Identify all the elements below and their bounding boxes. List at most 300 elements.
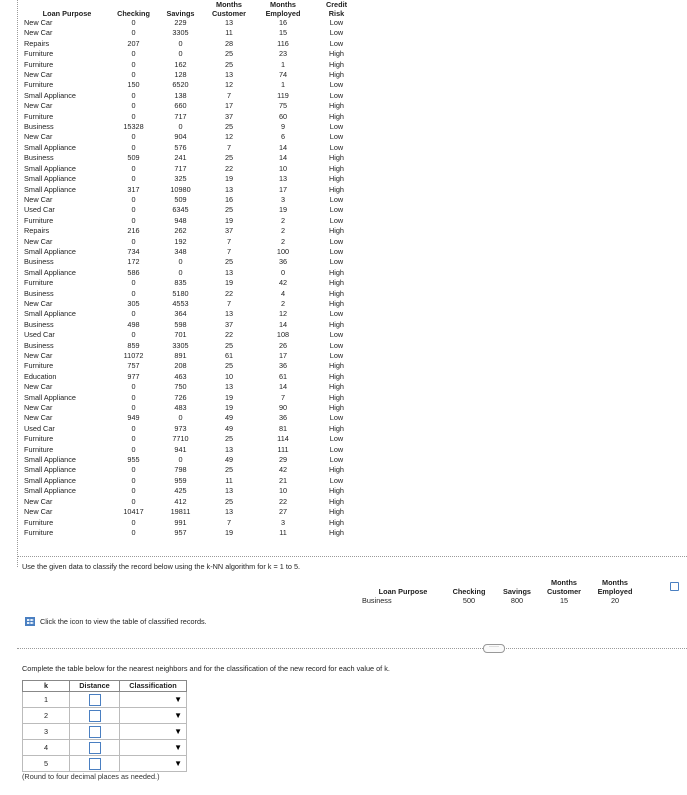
cell-months-employed: 116	[277, 38, 289, 48]
answer-row	[23, 724, 187, 740]
cell-months-customer: 13	[224, 444, 234, 454]
cell-credit-risk: High	[328, 486, 344, 496]
table-row	[24, 195, 361, 205]
table-row	[24, 164, 361, 174]
answer-header-k: k	[23, 681, 70, 692]
table-row	[24, 299, 361, 309]
table-row	[24, 226, 361, 236]
cell-loan-purpose: Furniture	[24, 215, 54, 225]
cell-credit-risk: High	[328, 423, 344, 433]
cell-months-customer: 7	[226, 517, 232, 527]
cell-credit-risk: High	[328, 382, 344, 392]
cell-loan-purpose: Furniture	[24, 434, 54, 444]
cell-months-customer: 22	[224, 330, 234, 340]
cell-savings: 6345	[172, 205, 189, 215]
cell-checking: 0	[131, 101, 136, 111]
cell-months-employed: 42	[278, 278, 288, 288]
dropdown-arrow-icon: ▼	[174, 695, 182, 704]
cell-months-employed: 10	[278, 163, 288, 173]
cell-loan-purpose: New Car	[24, 351, 53, 360]
cell-loan-purpose: New Car	[24, 132, 53, 142]
cell-loan-purpose: New Car	[24, 382, 53, 392]
dropdown-arrow-icon: ▼	[174, 759, 182, 768]
cell-months-customer: 7	[226, 236, 232, 246]
instruction-text: Use the given data to classify the record below using the k-NN algorithm for k = 1 to 5.	[22, 562, 301, 571]
header-months-employed: Months Employed	[265, 0, 301, 18]
cell-checking: 977	[127, 371, 140, 381]
cell-loan-purpose: Used Car	[24, 423, 55, 433]
cell-checking: 0	[131, 309, 136, 319]
cell-checking: 0	[131, 392, 136, 402]
cell-months-employed: 0	[280, 267, 286, 277]
cell-checking: 0	[131, 403, 136, 413]
table-row	[24, 80, 361, 90]
cell-months-employed: 36	[278, 257, 288, 267]
distance-input[interactable]	[89, 726, 101, 738]
cell-months-customer: 13	[224, 70, 234, 80]
cell-credit-risk: Low	[329, 257, 344, 267]
cell-loan-purpose: New Car	[24, 28, 53, 38]
cell-savings: 0	[178, 38, 183, 48]
table-row	[24, 18, 361, 28]
cell-checking: 172	[127, 257, 140, 267]
cell-savings: 941	[174, 444, 187, 454]
table-row	[24, 341, 361, 351]
cell-months-employed: 2	[280, 215, 286, 225]
cell-months-employed: 114	[277, 434, 289, 444]
k-value: 1	[23, 692, 70, 708]
classification-cell	[120, 740, 187, 756]
k-value: 2	[23, 708, 70, 724]
cell-months-customer: 11	[225, 475, 233, 485]
table-row	[24, 49, 361, 59]
cell-months-customer: 19	[224, 215, 234, 225]
cell-months-employed: 14	[278, 153, 288, 163]
table-row	[24, 174, 361, 184]
cell-months-customer: 49	[224, 413, 234, 423]
cell-checking: 734	[127, 246, 140, 256]
cell-months-customer: 25	[224, 465, 234, 475]
cell-loan-purpose: New Car	[24, 194, 53, 204]
cell-checking: 0	[131, 59, 136, 69]
cell-months-customer: 19	[224, 278, 234, 288]
answer-row	[23, 756, 187, 772]
cell-credit-risk: Low	[329, 351, 344, 360]
cell-checking: 0	[131, 465, 136, 475]
table-row	[24, 143, 361, 153]
copy-icon[interactable]	[670, 582, 679, 591]
cell-loan-purpose: Furniture	[24, 517, 54, 527]
cell-savings: 241	[174, 153, 187, 163]
cell-credit-risk: Low	[329, 236, 344, 246]
cell-months-employed: 23	[278, 49, 288, 59]
dropdown-arrow-icon: ▼	[174, 711, 182, 720]
cell-savings: 162	[174, 59, 187, 69]
cell-savings: 0	[178, 122, 183, 132]
cell-checking: 207	[127, 38, 140, 48]
cell-months-employed: 6	[280, 132, 286, 142]
cell-checking: 0	[131, 215, 136, 225]
cell-credit-risk: Low	[329, 122, 344, 132]
table-row	[24, 434, 361, 444]
classification-dropdown[interactable]	[120, 740, 186, 755]
table-row	[24, 216, 361, 226]
table-row	[24, 112, 361, 122]
cell-credit-risk: Low	[329, 246, 344, 256]
cell-loan-purpose: Small Appliance	[24, 486, 76, 496]
cell-credit-risk: High	[328, 49, 344, 59]
cell-savings: 483	[174, 403, 187, 413]
cell-checking: 0	[131, 434, 136, 444]
table-row	[24, 465, 361, 475]
view-table-link[interactable]	[25, 617, 207, 626]
cell-savings: 229	[174, 18, 187, 27]
cell-months-employed: 17	[278, 351, 288, 360]
cell-savings: 0	[178, 413, 183, 423]
table-row	[24, 70, 361, 80]
table-row	[24, 361, 361, 371]
cell-months-customer: 61	[224, 351, 234, 360]
cell-loan-purpose: Furniture	[24, 111, 54, 121]
cell-credit-risk: Low	[329, 434, 344, 444]
cell-months-customer: 13	[224, 507, 234, 517]
cell-loan-purpose: Education	[24, 371, 57, 381]
cell-months-customer: 25	[224, 205, 234, 215]
table-header-row	[24, 0, 361, 18]
cell-months-customer: 7	[226, 90, 232, 100]
cell-checking: 0	[131, 517, 136, 527]
table-row	[24, 382, 361, 392]
cell-loan-purpose: Small Appliance	[24, 90, 76, 100]
table-row	[24, 351, 361, 361]
cell-months-customer: 49	[224, 423, 234, 433]
cell-savings: 364	[174, 309, 187, 319]
table-row	[24, 424, 361, 434]
distance-cell	[70, 692, 120, 708]
cell-checking: 0	[131, 163, 136, 173]
table-row	[24, 91, 361, 101]
cell-months-customer: 25	[224, 361, 234, 371]
cell-savings: 959	[174, 475, 187, 485]
answer-row	[23, 708, 187, 724]
table-row	[24, 39, 361, 49]
classification-dropdown[interactable]	[120, 724, 186, 739]
new-record-months-customer: 15	[559, 596, 569, 605]
cell-checking: 0	[131, 28, 136, 38]
cell-checking: 11072	[123, 351, 144, 360]
cell-loan-purpose: New Car	[24, 18, 53, 27]
dropdown-arrow-icon: ▼	[174, 727, 182, 736]
complete-instruction-text: Complete the table below for the nearest neighbors and for the classification of the new record for each value of k.	[22, 664, 390, 673]
table-row	[24, 153, 361, 163]
table-row	[24, 330, 361, 340]
cell-loan-purpose: Small Appliance	[24, 309, 76, 319]
cell-months-employed: 4	[280, 288, 286, 298]
cell-credit-risk: High	[328, 111, 344, 121]
table-row	[24, 403, 361, 413]
new-record-header-months-customer: Months Customer	[546, 578, 582, 596]
table-row	[24, 393, 361, 403]
cell-loan-purpose: Small Appliance	[24, 184, 76, 194]
cell-savings: 717	[174, 111, 187, 121]
cell-months-employed: 19	[278, 205, 288, 215]
cell-savings: 262	[174, 226, 187, 236]
dropdown-arrow-icon: ▼	[174, 743, 182, 752]
cell-months-employed: 36	[278, 413, 288, 423]
table-row	[24, 528, 361, 538]
distance-cell	[70, 708, 120, 724]
cell-loan-purpose: Business	[24, 257, 54, 267]
cell-loan-purpose: Furniture	[24, 527, 54, 537]
cell-months-employed: 10	[278, 486, 288, 496]
classification-dropdown[interactable]	[120, 708, 186, 723]
cell-months-customer: 7	[226, 246, 232, 256]
table-row	[24, 455, 361, 465]
cell-savings: 0	[178, 267, 183, 277]
cell-credit-risk: High	[328, 392, 344, 402]
cell-months-customer: 13	[224, 18, 234, 27]
distance-input[interactable]	[89, 710, 101, 722]
table-icon[interactable]	[25, 617, 35, 626]
cell-savings: 3305	[172, 340, 189, 350]
cell-savings: 19811	[170, 507, 191, 517]
cell-months-employed: 60	[278, 111, 288, 121]
cell-loan-purpose: Furniture	[24, 444, 54, 454]
cell-savings: 991	[174, 517, 187, 527]
table-row	[24, 476, 361, 486]
cell-months-customer: 25	[224, 59, 234, 69]
cell-months-customer: 37	[224, 319, 234, 329]
loan-data-table	[24, 0, 361, 538]
cell-months-employed: 21	[278, 475, 288, 485]
cell-savings: 717	[174, 163, 187, 173]
cell-checking: 0	[131, 278, 136, 288]
cell-credit-risk: Low	[329, 340, 344, 350]
distance-cell	[70, 756, 120, 772]
cell-months-customer: 13	[224, 382, 234, 392]
left-dotted-border	[17, 0, 18, 567]
cell-months-employed: 13	[278, 174, 288, 184]
cell-months-customer: 25	[224, 434, 234, 444]
cell-months-customer: 7	[226, 142, 232, 152]
cell-months-employed: 111	[277, 444, 289, 454]
cell-months-employed: 26	[278, 340, 288, 350]
cell-loan-purpose: Small Appliance	[24, 475, 76, 485]
cell-credit-risk: High	[328, 226, 344, 236]
cell-credit-risk: Low	[329, 330, 344, 340]
answer-header-distance: Distance	[70, 681, 120, 692]
cell-months-employed: 2	[280, 236, 286, 246]
table-row	[24, 278, 361, 288]
cell-loan-purpose: Used Car	[24, 205, 55, 215]
cell-checking: 955	[127, 455, 140, 465]
cell-savings: 598	[174, 319, 187, 329]
cell-loan-purpose: Small Appliance	[24, 142, 76, 152]
cell-credit-risk: High	[328, 298, 344, 308]
cell-months-employed: 11	[279, 527, 287, 537]
cell-months-employed: 2	[280, 226, 286, 236]
cell-credit-risk: High	[328, 278, 344, 288]
table-row	[24, 122, 361, 132]
cell-savings: 750	[174, 382, 187, 392]
cell-loan-purpose: Small Appliance	[24, 246, 76, 256]
cell-months-customer: 37	[224, 226, 234, 236]
cell-months-employed: 61	[278, 371, 288, 381]
cell-checking: 0	[131, 382, 136, 392]
cell-months-customer: 25	[224, 153, 234, 163]
cell-months-customer: 13	[224, 267, 234, 277]
cell-months-employed: 12	[278, 309, 288, 319]
cell-checking: 0	[131, 444, 136, 454]
cell-months-employed: 16	[278, 18, 288, 27]
cell-credit-risk: High	[328, 403, 344, 413]
cell-loan-purpose: New Car	[24, 507, 53, 517]
cell-credit-risk: Low	[329, 475, 344, 485]
cell-savings: 701	[174, 330, 187, 340]
cell-credit-risk: High	[328, 153, 344, 163]
cell-months-employed: 36	[278, 361, 288, 371]
cell-checking: 498	[127, 319, 140, 329]
cell-loan-purpose: Furniture	[24, 59, 54, 69]
cell-savings: 904	[174, 132, 187, 142]
new-record-header-loan-purpose: Loan Purpose	[378, 587, 428, 596]
cell-savings: 509	[174, 194, 187, 204]
cell-loan-purpose: Small Appliance	[24, 455, 76, 465]
classification-cell	[120, 724, 187, 740]
cell-checking: 0	[131, 194, 136, 204]
cell-credit-risk: Low	[329, 455, 344, 465]
cell-savings: 891	[174, 351, 187, 360]
expand-more-button[interactable]: ·····	[483, 644, 505, 653]
cell-savings: 7710	[172, 434, 189, 444]
cell-loan-purpose: Furniture	[24, 361, 54, 371]
cell-loan-purpose: New Car	[24, 413, 53, 423]
cell-loan-purpose: Business	[24, 319, 54, 329]
answer-row	[23, 692, 187, 708]
table-row	[24, 257, 361, 267]
cell-savings: 5180	[172, 288, 189, 298]
cell-checking: 0	[131, 236, 136, 246]
k-value: 3	[23, 724, 70, 740]
cell-checking: 0	[131, 70, 136, 80]
cell-months-employed: 22	[278, 496, 288, 506]
table-row	[24, 101, 361, 111]
cell-months-customer: 11	[225, 28, 233, 38]
cell-months-employed: 108	[276, 330, 290, 340]
table-row	[24, 268, 361, 278]
cell-months-customer: 19	[224, 174, 234, 184]
cell-credit-risk: Low	[329, 132, 344, 142]
cell-months-customer: 25	[224, 49, 234, 59]
classification-dropdown[interactable]	[120, 756, 186, 771]
cell-months-employed: 29	[278, 455, 288, 465]
cell-months-customer: 10	[224, 371, 234, 381]
cell-credit-risk: High	[328, 101, 344, 111]
cell-checking: 216	[127, 226, 140, 236]
cell-savings: 6520	[172, 80, 189, 90]
header-loan-purpose: Loan Purpose	[42, 9, 92, 18]
answer-header-classification: Classification	[120, 681, 187, 692]
cell-checking: 0	[131, 142, 136, 152]
cell-savings: 948	[174, 215, 187, 225]
cell-checking: 0	[131, 111, 136, 121]
cell-loan-purpose: New Car	[24, 70, 53, 80]
cell-months-customer: 25	[224, 122, 234, 132]
cell-loan-purpose: New Car	[24, 403, 53, 413]
table-row	[24, 413, 361, 423]
cell-credit-risk: High	[328, 465, 344, 475]
new-record-header-checking: Checking	[452, 587, 486, 596]
table-row	[24, 497, 361, 507]
distance-input[interactable]	[89, 694, 101, 706]
cell-months-employed: 1	[280, 80, 286, 90]
cell-credit-risk: Low	[329, 194, 344, 204]
cell-credit-risk: Low	[329, 309, 344, 319]
distance-input[interactable]	[89, 742, 101, 754]
cell-months-employed: 100	[276, 246, 290, 256]
cell-checking: 0	[131, 132, 136, 142]
table-row	[24, 445, 361, 455]
cell-credit-risk: High	[328, 70, 344, 80]
cell-checking: 0	[131, 90, 136, 100]
cell-checking: 0	[131, 527, 136, 537]
table-row	[24, 237, 361, 247]
cell-credit-risk: High	[328, 59, 344, 69]
cell-months-customer: 13	[224, 309, 234, 319]
cell-months-customer: 28	[224, 38, 234, 48]
classification-cell	[120, 692, 187, 708]
cell-months-employed: 27	[278, 507, 288, 517]
cell-savings: 208	[174, 361, 187, 371]
cell-months-customer: 13	[224, 184, 234, 194]
cell-checking: 15328	[123, 122, 144, 132]
answer-table	[22, 680, 187, 772]
distance-input[interactable]	[89, 758, 101, 770]
cell-savings: 4553	[172, 298, 189, 308]
cell-months-employed: 1	[280, 59, 286, 69]
cell-months-employed: 74	[278, 70, 288, 80]
cell-credit-risk: High	[328, 496, 344, 506]
cell-checking: 0	[131, 205, 136, 215]
header-months-customer: Months Customer	[211, 0, 247, 18]
cell-months-employed: 81	[278, 423, 288, 433]
cell-credit-risk: High	[328, 517, 344, 527]
cell-loan-purpose: Furniture	[24, 278, 54, 288]
cell-credit-risk: Low	[329, 28, 344, 38]
cell-savings: 128	[174, 70, 187, 80]
cell-loan-purpose: Furniture	[24, 80, 54, 90]
cell-loan-purpose: Business	[24, 153, 54, 163]
table-row	[24, 320, 361, 330]
cell-credit-risk: High	[328, 361, 344, 371]
cell-loan-purpose: New Car	[24, 236, 53, 246]
classification-dropdown[interactable]	[120, 692, 186, 707]
cell-loan-purpose: Small Appliance	[24, 392, 76, 402]
cell-checking: 0	[131, 49, 136, 59]
table-row	[24, 507, 361, 517]
cell-months-employed: 14	[278, 142, 288, 152]
cell-months-customer: 25	[224, 257, 234, 267]
header-checking: Checking	[117, 9, 150, 18]
cell-loan-purpose: Business	[24, 288, 54, 298]
cell-loan-purpose: Repairs	[24, 38, 50, 48]
header-credit-risk: Credit Risk	[325, 0, 348, 18]
cell-loan-purpose: Small Appliance	[24, 267, 76, 277]
new-record-header-savings: Savings	[503, 587, 531, 596]
cell-savings: 463	[174, 371, 187, 381]
new-record-table	[362, 578, 642, 605]
cell-savings: 348	[174, 246, 187, 256]
